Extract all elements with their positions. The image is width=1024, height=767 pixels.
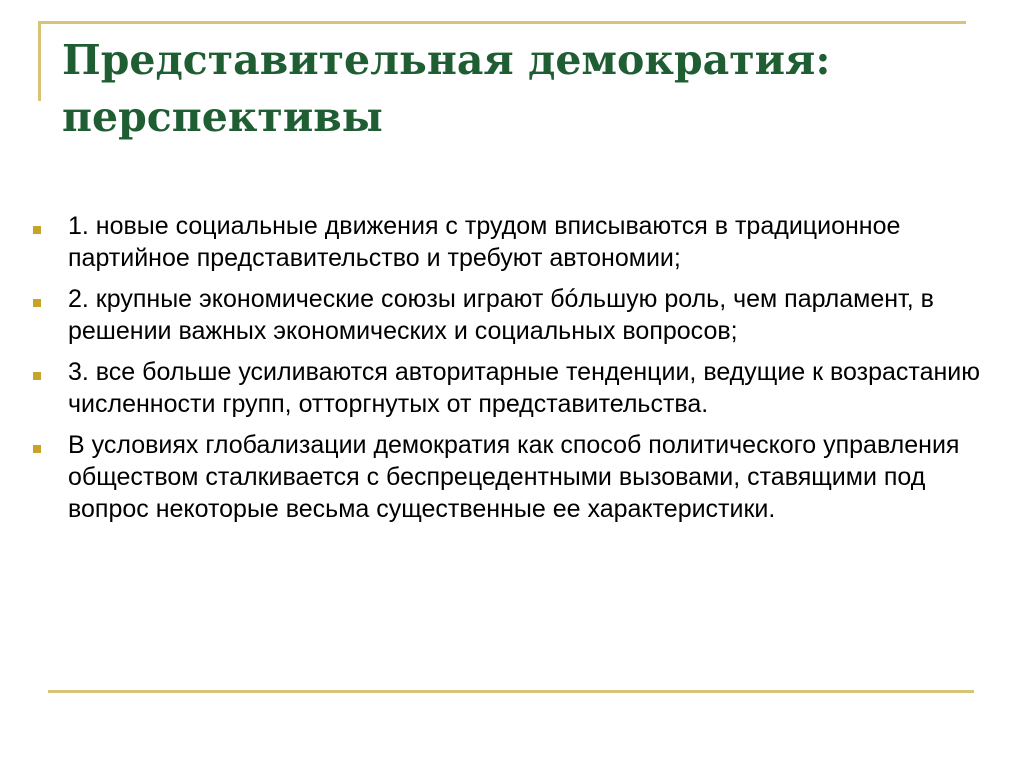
slide-title xyxy=(62,32,962,146)
top-rule xyxy=(38,21,966,24)
bullet-item-1 xyxy=(26,210,986,274)
slide-title-line-2: перспективы xyxy=(62,93,383,141)
square-bullet-icon xyxy=(33,372,41,380)
bullet-text-3: 3. все больше усиливаются авторитарные тенденции, ведущие к возрастанию численности групп, отторгнутых от представительства. xyxy=(68,358,981,418)
square-bullet-icon xyxy=(33,445,41,453)
square-bullet-icon xyxy=(33,299,41,307)
bullet-item-2 xyxy=(26,283,986,347)
bullet-text-2: 2. крупные экономические союзы играют бóльшую роль, чем парламент, в решении важных экономических и социальных вопросов; xyxy=(68,285,934,345)
bullet-item-3 xyxy=(26,356,986,420)
bullet-list xyxy=(26,210,986,534)
square-bullet-icon xyxy=(33,226,41,234)
bullet-item-4 xyxy=(26,429,986,525)
bottom-rule xyxy=(48,690,974,693)
bullet-text-1: 1. новые социальные движения с трудом вписываются в традиционное партийное представительство и требуют автономии; xyxy=(68,212,901,272)
slide-title-line-1: Представительная демократия: xyxy=(62,36,831,84)
left-rule xyxy=(38,21,41,101)
bullet-text-4: В условиях глобализации демократия как способ политического управления обществом сталкивается с беспрецедентными вызовами, ставящими под вопрос некоторые весьма существенные ее характеристики. xyxy=(68,431,960,523)
